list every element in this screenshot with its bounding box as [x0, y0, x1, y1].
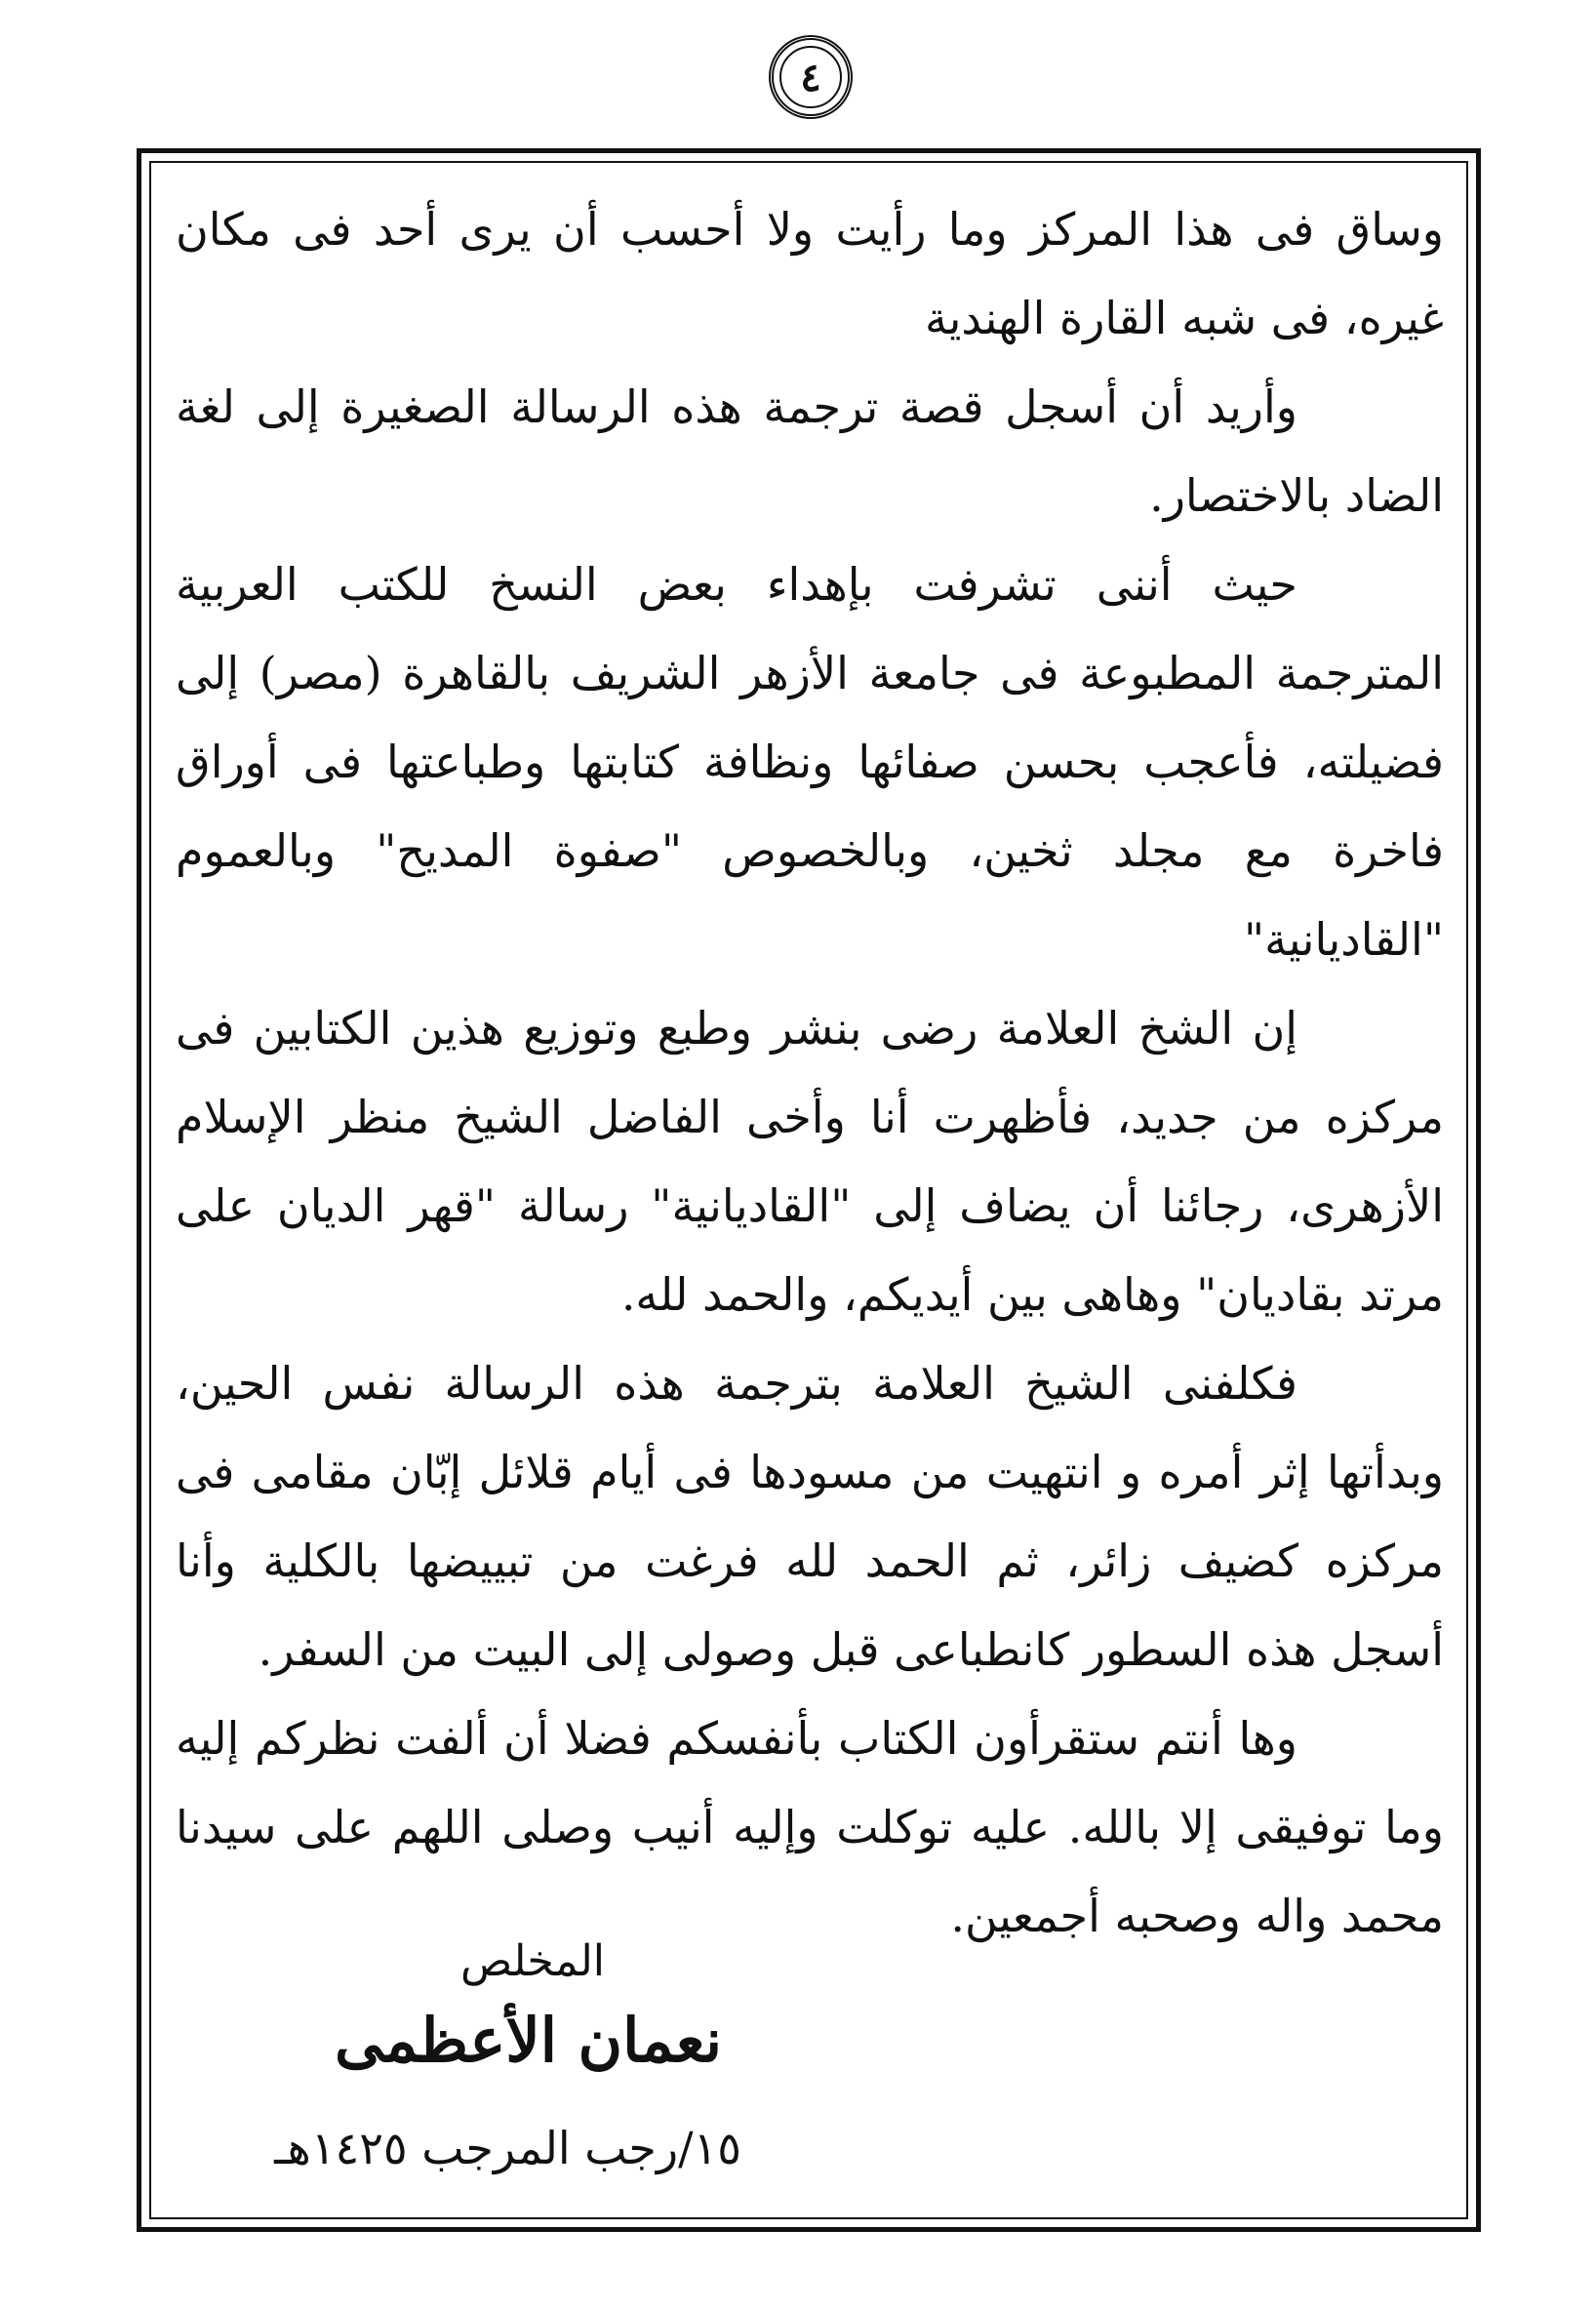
- paragraph-3: حيث أننى تشرفت بإهداء بعض النسخ للكتب العربية المترجمة المطبوعة فى جامعة الأزهر الشريف بالقاهرة (مصر) إلى فضيلته، فأعجب بحسن صفائها ونظافة كتابتها وطباعتها فى أوراق فاخرة مع مجلد ثخين، وبالخصوص "صفوة المديح" وبالعموم "القاديانية": [176, 558, 1444, 966]
- paragraph-2: وأريد أن أسجل قصة ترجمة هذه الرسالة الصغيرة إلى لغة الضاد بالاختصار.: [176, 380, 1444, 522]
- page-number: [769, 35, 853, 119]
- body-text: [176, 185, 1444, 1961]
- closing-word: المخلص: [460, 1936, 605, 1986]
- page-number-text: ٤: [800, 54, 821, 100]
- date-line: ١٥/رجب المرجب ١٤٢٥هـ: [274, 2122, 741, 2174]
- paragraph-1: وساق فى هذا المركز وما رأيت ولا أحسب أن يرى أحد فى مكان غيره، فى شبه القارة الهندية: [176, 203, 1444, 344]
- paragraph-6: وها أنتم ستقرأون الكتاب بأنفسكم فضلا أن ألفت نظركم إليه وما توفيقى إلا بالله. عليه توكلت وإليه أنيب وصلى اللهم على سيدنا محمد واله وصحبه أجمعين.: [176, 1712, 1444, 1942]
- paragraph-5: فكلفنى الشيخ العلامة بترجمة هذه الرسالة نفس الحين، وبدأتها إثر أمره و انتهيت من مسودها فى أيام قلائل إبّان مقامى فى مركزه كضيف زائر، ثم الحمد لله فرغت من تبييضها بالكلية وأنا أسجل هذه السطور كانطباعى قبل وصولى إلى البيت من السفر.: [176, 1357, 1444, 1676]
- paragraph-4: إن الشخ العلامة رضى بنشر وطبع وتوزيع هذين الكتابين فى مركزه من جديد، فأظهرت أنا وأخى الفاضل الشيخ منظر الإسلام الأزهرى، رجائنا أن يضاف إلى "القاديانية" رسالة "قهر الديان على مرتد بقاديان" وهاهى بين أيديكم، والحمد لله.: [176, 1002, 1444, 1321]
- author-name: نعمان الأعظمى: [335, 2005, 722, 2076]
